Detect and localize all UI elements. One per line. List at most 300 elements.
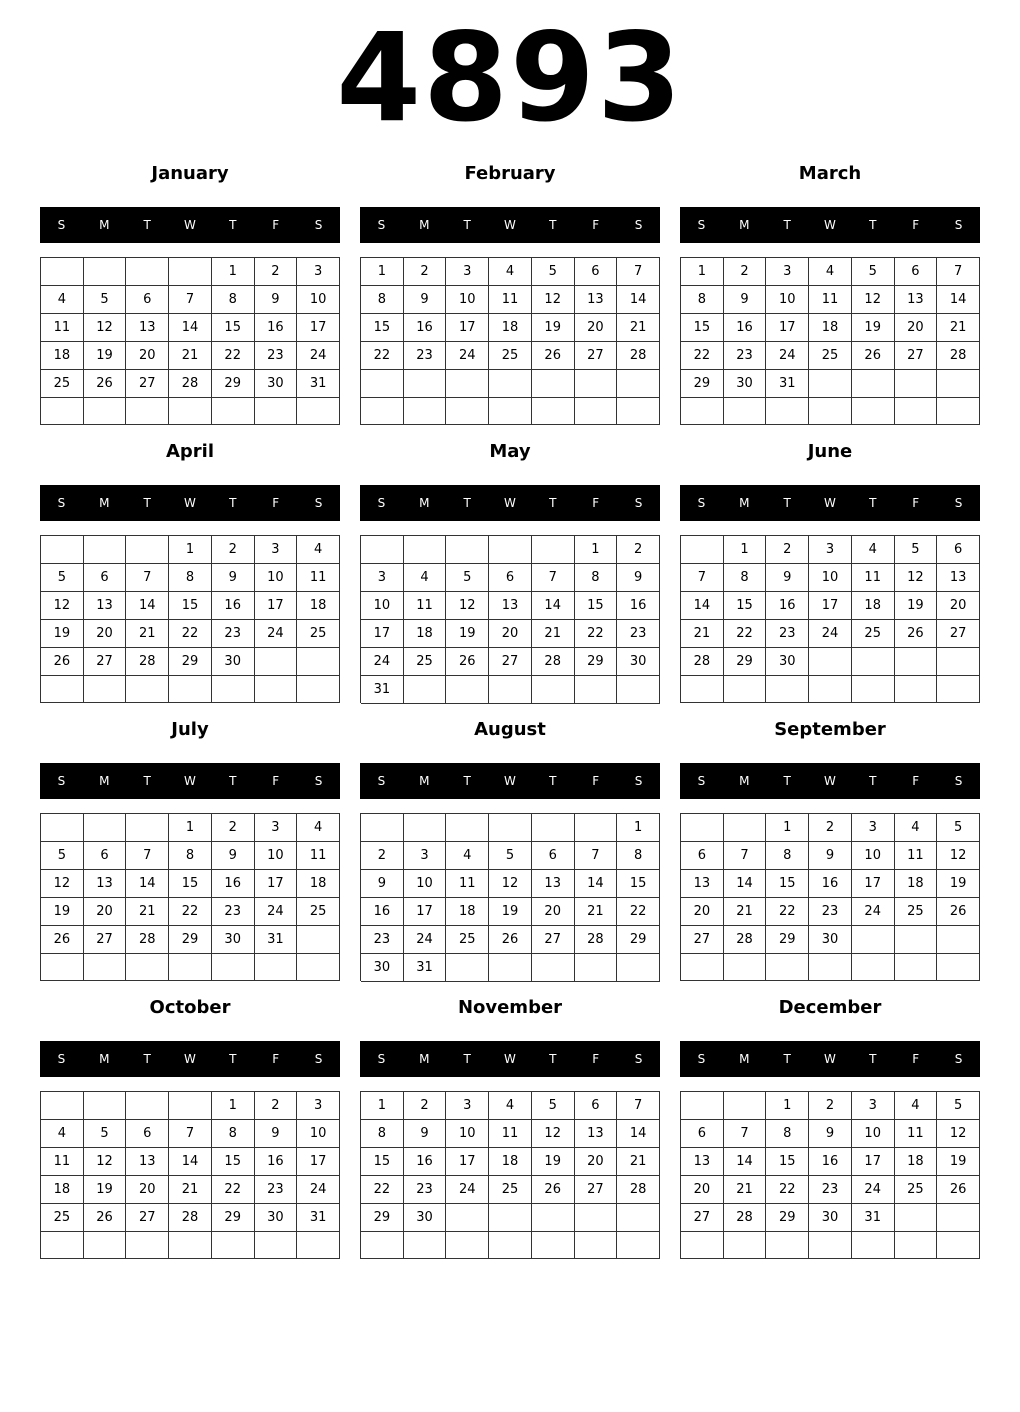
- empty-day-cell: [937, 398, 980, 425]
- day-cell: 20: [126, 342, 169, 370]
- day-cell: 19: [532, 314, 575, 342]
- day-cell: 30: [361, 954, 404, 982]
- weekday-label: T: [869, 1052, 877, 1066]
- empty-day-cell: [126, 398, 169, 425]
- weekday-label: S: [314, 1052, 323, 1066]
- day-cell: 24: [809, 620, 852, 648]
- day-cell: 10: [404, 870, 447, 898]
- day-cell: 22: [361, 342, 404, 370]
- empty-day-cell: [41, 1232, 84, 1259]
- weekday-label: T: [549, 1052, 557, 1066]
- day-cell: 29: [617, 926, 660, 954]
- empty-day-cell: [404, 536, 447, 564]
- day-cell: 11: [297, 564, 340, 592]
- weekday-label: F: [272, 496, 280, 510]
- day-cell: 7: [724, 842, 767, 870]
- day-cell: 2: [404, 258, 447, 286]
- day-cell: 3: [446, 258, 489, 286]
- day-cell: 5: [937, 814, 980, 842]
- weekday-label: T: [143, 1052, 151, 1066]
- day-cell: 24: [852, 898, 895, 926]
- day-cell: 13: [126, 1148, 169, 1176]
- weekday-label: T: [783, 774, 791, 788]
- day-cell: 31: [297, 1204, 340, 1232]
- day-cell: 13: [681, 870, 724, 898]
- day-cell: 2: [766, 536, 809, 564]
- day-cell: 30: [212, 648, 255, 676]
- month-february: [360, 160, 660, 438]
- day-cell: 27: [575, 1176, 618, 1204]
- day-cell: 21: [126, 898, 169, 926]
- weekday-label: S: [57, 1052, 66, 1066]
- day-cell: 29: [575, 648, 618, 676]
- day-cell: 10: [361, 592, 404, 620]
- day-cell: 1: [766, 1092, 809, 1120]
- empty-day-cell: [126, 536, 169, 564]
- day-cell: 15: [169, 592, 212, 620]
- day-cell: 21: [617, 1148, 660, 1176]
- weekday-label: F: [912, 218, 920, 232]
- day-cell: 22: [169, 898, 212, 926]
- empty-day-cell: [361, 1232, 404, 1259]
- day-cell: 9: [404, 286, 447, 314]
- day-cell: 5: [895, 536, 938, 564]
- day-cell: 31: [766, 370, 809, 398]
- weekday-label: S: [314, 496, 323, 510]
- day-cell: 12: [41, 870, 84, 898]
- empty-day-cell: [126, 676, 169, 703]
- day-cell: 16: [212, 592, 255, 620]
- day-cell: 21: [126, 620, 169, 648]
- weekday-label: M: [99, 496, 110, 510]
- day-cell: 1: [681, 258, 724, 286]
- empty-day-cell: [41, 536, 84, 564]
- day-cell: 27: [126, 370, 169, 398]
- weekday-label: W: [184, 1052, 196, 1066]
- day-grid: [40, 257, 340, 425]
- empty-day-cell: [361, 536, 404, 564]
- weekday-label: S: [314, 774, 323, 788]
- weekday-label: S: [634, 218, 643, 232]
- day-cell: 17: [297, 314, 340, 342]
- day-cell: 25: [297, 898, 340, 926]
- day-cell: 24: [446, 342, 489, 370]
- day-cell: 5: [41, 842, 84, 870]
- empty-day-cell: [404, 370, 447, 398]
- month-august: [360, 716, 660, 994]
- day-cell: 20: [575, 1148, 618, 1176]
- day-cell: 7: [126, 842, 169, 870]
- day-cell: 13: [937, 564, 980, 592]
- empty-day-cell: [41, 814, 84, 842]
- day-cell: 26: [895, 620, 938, 648]
- day-cell: 19: [84, 1176, 127, 1204]
- day-cell: 31: [255, 926, 298, 954]
- day-cell: 17: [852, 870, 895, 898]
- weekday-label: S: [57, 774, 66, 788]
- empty-day-cell: [126, 1092, 169, 1120]
- day-cell: 5: [489, 842, 532, 870]
- empty-day-cell: [937, 648, 980, 676]
- day-cell: 26: [84, 370, 127, 398]
- day-cell: 11: [404, 592, 447, 620]
- day-cell: 23: [766, 620, 809, 648]
- empty-day-cell: [532, 676, 575, 704]
- day-cell: 22: [766, 1176, 809, 1204]
- weekday-label: F: [272, 218, 280, 232]
- day-cell: 13: [489, 592, 532, 620]
- empty-day-cell: [575, 954, 618, 982]
- day-cell: 26: [489, 926, 532, 954]
- day-cell: 24: [766, 342, 809, 370]
- weekday-label: S: [634, 496, 643, 510]
- weekday-label: F: [272, 1052, 280, 1066]
- day-cell: 6: [575, 1092, 618, 1120]
- day-cell: 13: [84, 870, 127, 898]
- day-cell: 16: [809, 1148, 852, 1176]
- empty-day-cell: [489, 676, 532, 704]
- empty-day-cell: [852, 648, 895, 676]
- day-cell: 18: [41, 342, 84, 370]
- day-cell: 19: [895, 592, 938, 620]
- empty-day-cell: [681, 398, 724, 425]
- empty-day-cell: [766, 1232, 809, 1259]
- day-cell: 18: [404, 620, 447, 648]
- day-cell: 21: [169, 342, 212, 370]
- day-cell: 8: [361, 286, 404, 314]
- weekday-label: S: [697, 1052, 706, 1066]
- day-cell: 21: [575, 898, 618, 926]
- empty-day-cell: [809, 676, 852, 703]
- weekday-label: W: [824, 496, 836, 510]
- empty-day-cell: [617, 676, 660, 704]
- day-cell: 21: [532, 620, 575, 648]
- day-cell: 9: [361, 870, 404, 898]
- day-cell: 27: [575, 342, 618, 370]
- day-cell: 16: [255, 314, 298, 342]
- day-cell: 13: [532, 870, 575, 898]
- day-cell: 4: [489, 258, 532, 286]
- weekday-label: M: [419, 774, 430, 788]
- empty-day-cell: [724, 676, 767, 703]
- weekday-label: F: [272, 774, 280, 788]
- month-name: November: [457, 997, 563, 1018]
- day-cell: 8: [617, 842, 660, 870]
- weekday-label: T: [463, 496, 471, 510]
- empty-day-cell: [84, 954, 127, 981]
- day-cell: 1: [212, 258, 255, 286]
- day-cell: 3: [446, 1092, 489, 1120]
- empty-day-cell: [809, 648, 852, 676]
- empty-day-cell: [617, 1232, 660, 1259]
- day-cell: 12: [489, 870, 532, 898]
- empty-day-cell: [489, 1232, 532, 1259]
- weekday-label: F: [912, 1052, 920, 1066]
- day-cell: 2: [212, 536, 255, 564]
- day-cell: 2: [617, 536, 660, 564]
- empty-day-cell: [895, 1232, 938, 1259]
- day-cell: 18: [41, 1176, 84, 1204]
- empty-day-cell: [84, 258, 127, 286]
- day-cell: 8: [681, 286, 724, 314]
- day-cell: 4: [809, 258, 852, 286]
- weekday-header: [680, 207, 980, 243]
- empty-day-cell: [766, 954, 809, 981]
- empty-day-cell: [297, 676, 340, 703]
- day-cell: 9: [724, 286, 767, 314]
- empty-day-cell: [809, 370, 852, 398]
- empty-day-cell: [169, 258, 212, 286]
- day-cell: 4: [489, 1092, 532, 1120]
- day-cell: 6: [126, 286, 169, 314]
- empty-day-cell: [169, 1092, 212, 1120]
- day-cell: 20: [489, 620, 532, 648]
- weekday-header: [360, 763, 660, 799]
- day-cell: 14: [532, 592, 575, 620]
- empty-day-cell: [575, 676, 618, 704]
- day-cell: 23: [809, 898, 852, 926]
- weekday-label: S: [954, 774, 963, 788]
- empty-day-cell: [255, 676, 298, 703]
- day-cell: 22: [575, 620, 618, 648]
- day-grid: [360, 813, 660, 981]
- empty-day-cell: [895, 1204, 938, 1232]
- day-cell: 1: [212, 1092, 255, 1120]
- weekday-label: T: [549, 496, 557, 510]
- day-cell: 6: [681, 1120, 724, 1148]
- empty-day-cell: [532, 398, 575, 426]
- weekday-label: T: [143, 774, 151, 788]
- day-cell: 5: [84, 1120, 127, 1148]
- day-cell: 16: [361, 898, 404, 926]
- day-cell: 14: [126, 592, 169, 620]
- empty-day-cell: [404, 1232, 447, 1259]
- day-cell: 1: [169, 814, 212, 842]
- day-cell: 2: [809, 814, 852, 842]
- empty-day-cell: [255, 954, 298, 981]
- day-cell: 17: [446, 1148, 489, 1176]
- empty-day-cell: [852, 398, 895, 425]
- day-cell: 9: [212, 564, 255, 592]
- day-cell: 1: [724, 536, 767, 564]
- day-cell: 25: [809, 342, 852, 370]
- day-cell: 4: [297, 536, 340, 564]
- day-cell: 22: [766, 898, 809, 926]
- empty-day-cell: [212, 676, 255, 703]
- empty-day-cell: [255, 1232, 298, 1259]
- empty-day-cell: [446, 398, 489, 426]
- empty-day-cell: [575, 1232, 618, 1259]
- month-october: [40, 994, 340, 1272]
- day-cell: 8: [724, 564, 767, 592]
- empty-day-cell: [84, 1232, 127, 1259]
- day-cell: 19: [489, 898, 532, 926]
- day-cell: 14: [937, 286, 980, 314]
- weekday-label: T: [229, 218, 237, 232]
- day-cell: 30: [404, 1204, 447, 1232]
- weekday-header: [680, 1041, 980, 1077]
- day-cell: 14: [575, 870, 618, 898]
- day-cell: 25: [41, 370, 84, 398]
- weekday-label: S: [377, 218, 386, 232]
- day-cell: 7: [617, 1092, 660, 1120]
- day-cell: 23: [809, 1176, 852, 1204]
- day-cell: 10: [255, 564, 298, 592]
- weekday-label: S: [954, 1052, 963, 1066]
- weekday-label: T: [463, 218, 471, 232]
- empty-day-cell: [937, 1204, 980, 1232]
- day-cell: 4: [895, 814, 938, 842]
- day-cell: 20: [895, 314, 938, 342]
- day-cell: 5: [532, 1092, 575, 1120]
- weekday-label: S: [634, 1052, 643, 1066]
- month-name: September: [774, 719, 886, 740]
- day-cell: 28: [532, 648, 575, 676]
- empty-day-cell: [681, 536, 724, 564]
- day-cell: 17: [404, 898, 447, 926]
- day-cell: 27: [895, 342, 938, 370]
- empty-day-cell: [126, 814, 169, 842]
- empty-day-cell: [617, 370, 660, 398]
- day-cell: 14: [724, 1148, 767, 1176]
- day-cell: 16: [617, 592, 660, 620]
- month-june: [680, 438, 980, 716]
- empty-day-cell: [84, 1092, 127, 1120]
- day-cell: 10: [446, 1120, 489, 1148]
- weekday-label: W: [824, 1052, 836, 1066]
- day-cell: 25: [489, 1176, 532, 1204]
- day-cell: 11: [41, 1148, 84, 1176]
- day-cell: 13: [895, 286, 938, 314]
- weekday-label: M: [739, 774, 750, 788]
- month-name: July: [171, 719, 209, 740]
- day-cell: 1: [617, 814, 660, 842]
- day-cell: 17: [255, 870, 298, 898]
- empty-day-cell: [852, 1232, 895, 1259]
- empty-day-cell: [41, 258, 84, 286]
- day-cell: 6: [489, 564, 532, 592]
- weekday-header: [40, 1041, 340, 1077]
- day-cell: 11: [895, 842, 938, 870]
- weekday-label: W: [504, 218, 516, 232]
- weekday-header: [360, 207, 660, 243]
- empty-day-cell: [724, 1092, 767, 1120]
- day-cell: 29: [212, 370, 255, 398]
- empty-day-cell: [255, 648, 298, 676]
- day-cell: 5: [41, 564, 84, 592]
- day-cell: 30: [809, 926, 852, 954]
- weekday-label: W: [184, 774, 196, 788]
- day-cell: 19: [446, 620, 489, 648]
- empty-day-cell: [809, 398, 852, 425]
- weekday-label: S: [377, 496, 386, 510]
- month-name: May: [489, 441, 531, 462]
- empty-day-cell: [852, 676, 895, 703]
- day-cell: 22: [681, 342, 724, 370]
- day-cell: 5: [532, 258, 575, 286]
- day-cell: 26: [937, 1176, 980, 1204]
- day-cell: 28: [937, 342, 980, 370]
- day-grid: [680, 813, 980, 981]
- weekday-label: S: [634, 774, 643, 788]
- day-cell: 11: [809, 286, 852, 314]
- day-cell: 3: [852, 814, 895, 842]
- empty-day-cell: [84, 398, 127, 425]
- day-cell: 20: [84, 620, 127, 648]
- weekday-label: W: [504, 774, 516, 788]
- day-cell: 30: [809, 1204, 852, 1232]
- day-cell: 24: [255, 620, 298, 648]
- day-cell: 7: [724, 1120, 767, 1148]
- day-cell: 8: [212, 286, 255, 314]
- day-cell: 15: [724, 592, 767, 620]
- day-cell: 17: [297, 1148, 340, 1176]
- month-december: [680, 994, 980, 1272]
- month-march: [680, 160, 980, 438]
- day-cell: 17: [446, 314, 489, 342]
- day-cell: 15: [212, 1148, 255, 1176]
- empty-day-cell: [532, 1204, 575, 1232]
- empty-day-cell: [255, 398, 298, 425]
- empty-day-cell: [41, 398, 84, 425]
- empty-day-cell: [41, 954, 84, 981]
- day-cell: 9: [809, 842, 852, 870]
- month-name: October: [149, 997, 231, 1018]
- month-name: December: [778, 997, 882, 1018]
- day-cell: 18: [489, 314, 532, 342]
- empty-day-cell: [446, 536, 489, 564]
- day-cell: 26: [937, 898, 980, 926]
- weekday-label: T: [229, 1052, 237, 1066]
- day-cell: 18: [809, 314, 852, 342]
- month-january: [40, 160, 340, 438]
- day-cell: 19: [852, 314, 895, 342]
- empty-day-cell: [404, 398, 447, 426]
- empty-day-cell: [724, 1232, 767, 1259]
- day-cell: 12: [446, 592, 489, 620]
- day-cell: 7: [126, 564, 169, 592]
- empty-day-cell: [617, 1204, 660, 1232]
- weekday-label: T: [783, 218, 791, 232]
- day-cell: 1: [766, 814, 809, 842]
- day-cell: 15: [766, 870, 809, 898]
- day-cell: 13: [126, 314, 169, 342]
- day-cell: 28: [724, 1204, 767, 1232]
- weekday-label: M: [99, 774, 110, 788]
- empty-day-cell: [852, 370, 895, 398]
- day-cell: 16: [255, 1148, 298, 1176]
- day-cell: 29: [766, 1204, 809, 1232]
- day-cell: 29: [169, 648, 212, 676]
- empty-day-cell: [937, 954, 980, 981]
- day-cell: 22: [724, 620, 767, 648]
- month-november: [360, 994, 660, 1272]
- month-name: February: [464, 163, 556, 184]
- empty-day-cell: [895, 676, 938, 703]
- day-cell: 23: [212, 898, 255, 926]
- day-cell: 7: [169, 1120, 212, 1148]
- weekday-label: W: [184, 218, 196, 232]
- day-cell: 8: [169, 842, 212, 870]
- empty-day-cell: [617, 954, 660, 982]
- day-cell: 28: [724, 926, 767, 954]
- day-cell: 30: [617, 648, 660, 676]
- empty-day-cell: [126, 258, 169, 286]
- day-cell: 28: [575, 926, 618, 954]
- day-cell: 2: [724, 258, 767, 286]
- empty-day-cell: [489, 398, 532, 426]
- day-cell: 6: [532, 842, 575, 870]
